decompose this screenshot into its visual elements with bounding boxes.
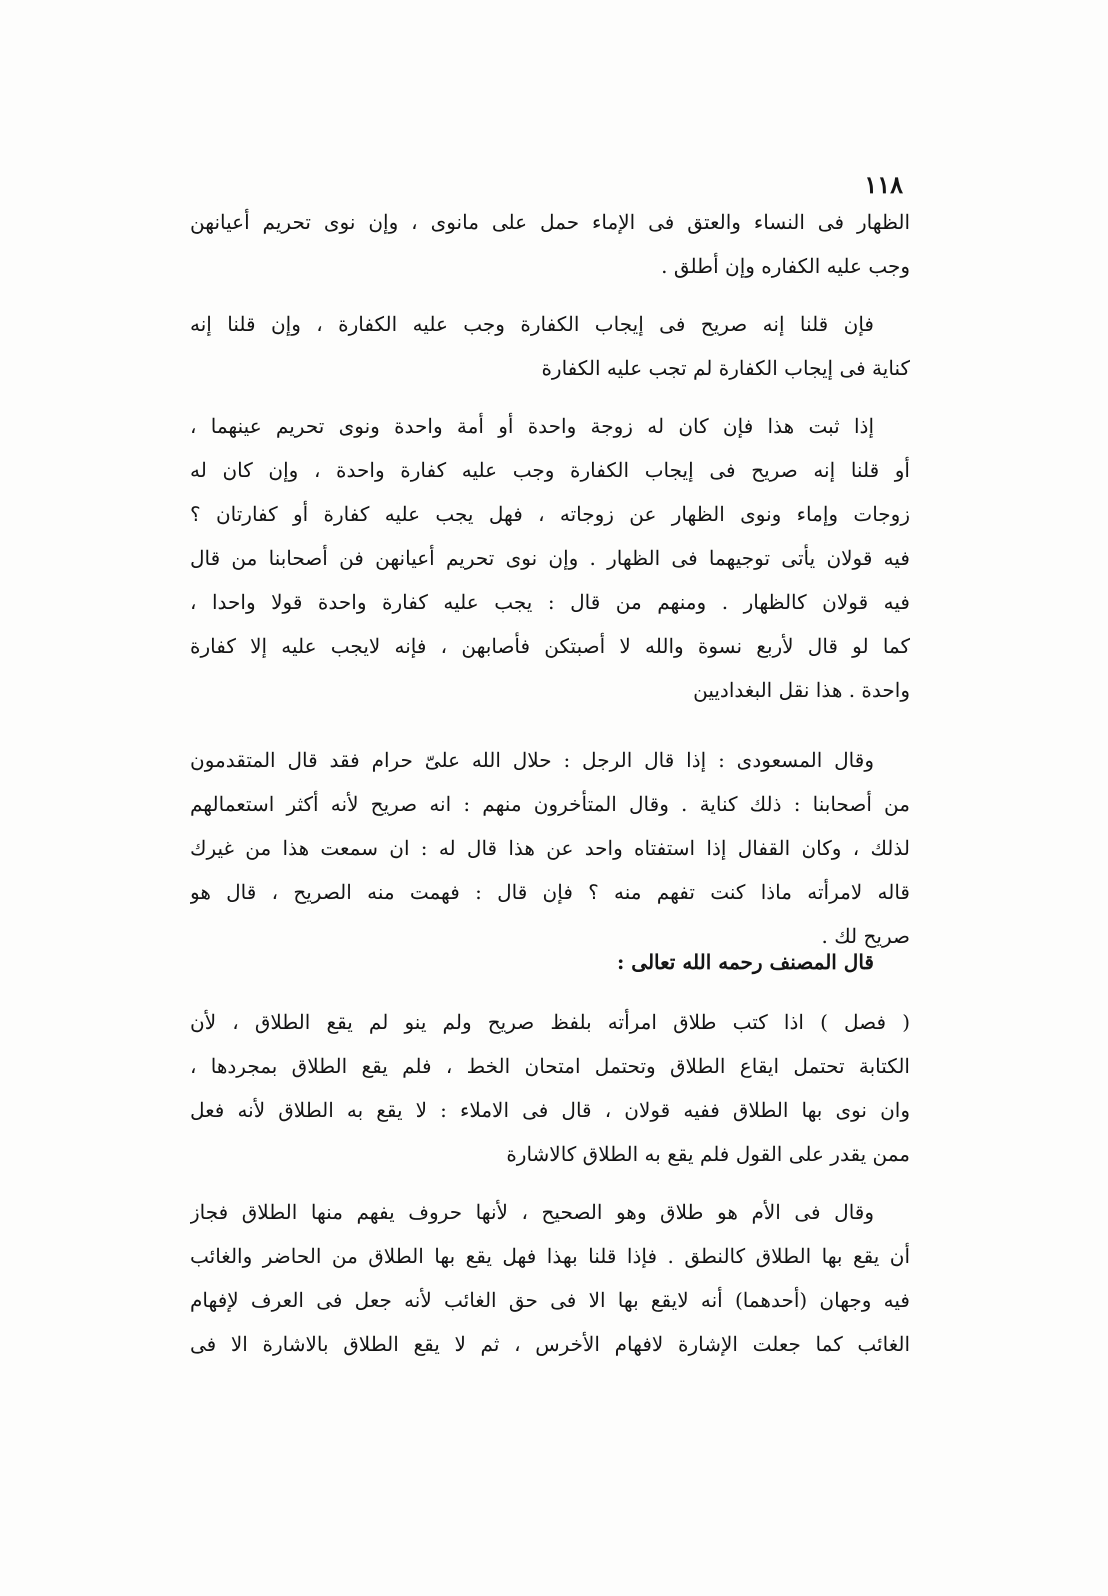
body-text-bottom — [190, 1000, 910, 1366]
text-line: أن يقع بها الطلاق كالنطق . فإذا قلنا بهذا فهل يقع بها الطلاق من الحاضر والغائب — [190, 1244, 910, 1268]
text-line: لذلك ، وكان القفال إذا استفتاه واحد عن هذا قال له : ان سمعت هذا من غيرك — [190, 836, 910, 860]
text-line: فيه قولان يأتى توجيهما فى الظهار . وإن نوى تحريم أعيانهن فن أصحابنا من قال — [190, 546, 910, 570]
text-line: كناية فى إيجاب الكفارة لم تجب عليه الكفارة — [541, 356, 910, 380]
text-line: إذا ثبت هذا فإن كان له زوجة واحدة أو أمة واحدة ونوى تحريم عينهما ، — [190, 414, 874, 438]
text-line: قاله لامرأته ماذا كنت تفهم منه ؟ فإن قال : فهمت منه الصريح ، قال هو — [190, 880, 910, 904]
text-line: ممن يقدر على القول فلم يقع به الطلاق كالاشارة — [506, 1142, 910, 1166]
text-line: فيه قولان كالظهار . ومنهم من قال : يجب عليه كفارة واحدة قولا واحدا ، — [190, 590, 910, 614]
text-line: فإن قلنا إنه صريح فى إيجاب الكفارة وجب عليه الكفارة ، وإن قلنا إنه — [190, 312, 874, 336]
page-number: ١١٨ — [864, 170, 903, 199]
text-line: الظهار فى النساء والعتق فى الإماء حمل على مانوى ، وإن نوى تحريم أعيانهن — [190, 210, 910, 234]
text-line: ( فصل ) اذا كتب طلاق امرأته بلفظ صريح ولم ينو لم يقع الطلاق ، لأن — [190, 1010, 910, 1034]
text-line: واحدة . هذا نقل البغداديين — [693, 678, 910, 702]
section-heading: قال المصنف رحمه الله تعالى : — [616, 950, 874, 974]
body-text-top — [190, 200, 910, 958]
text-line: وان نوى بها الطلاق ففيه قولان ، قال فى الاملاء : لا يقع به الطلاق لأنه فعل — [190, 1098, 910, 1122]
text-line: وجب عليه الكفاره وإن أطلق . — [661, 254, 910, 278]
text-line: فيه وجهان (أحدهما) أنه لايقع بها الا فى حق الغائب لأنه جعل فى العرف لإفهام — [190, 1288, 910, 1312]
section-heading-block — [190, 940, 910, 984]
text-line: الغائب كما جعلت الإشارة لافهام الأخرس ، ثم لا يقع الطلاق بالاشارة الا فى — [190, 1332, 910, 1356]
text-line: أو قلنا إنه صريح فى إيجاب الكفارة وجب عليه كفارة واحدة ، وإن كان له — [190, 458, 910, 482]
text-line: صريح لك . — [821, 924, 910, 948]
text-line: وقال المسعودى : إذا قال الرجل : حلال الله علىّ حرام فقد قال المتقدمون — [190, 748, 874, 772]
text-line: من أصحابنا : ذلك كناية . وقال المتأخرون منهم : انه صريح لأنه أكثر استعمالهم — [190, 792, 910, 816]
text-line: كما لو قال لأربع نسوة والله لا أصبتكن فأصابهن ، فإنه لايجب عليه إلا كفارة — [190, 634, 910, 658]
text-line: الكتابة تحتمل ايقاع الطلاق وتحتمل امتحان الخط ، فلم يقع الطلاق بمجردها ، — [190, 1054, 910, 1078]
text-line: زوجات وإماء ونوى الظهار عن زوجاته ، فهل يجب عليه كفارة أو كفارتان ؟ — [190, 502, 910, 526]
text-line: وقال فى الأم هو طلاق وهو الصحيح ، لأنها حروف يفهم منها الطلاق فجاز — [190, 1200, 875, 1224]
